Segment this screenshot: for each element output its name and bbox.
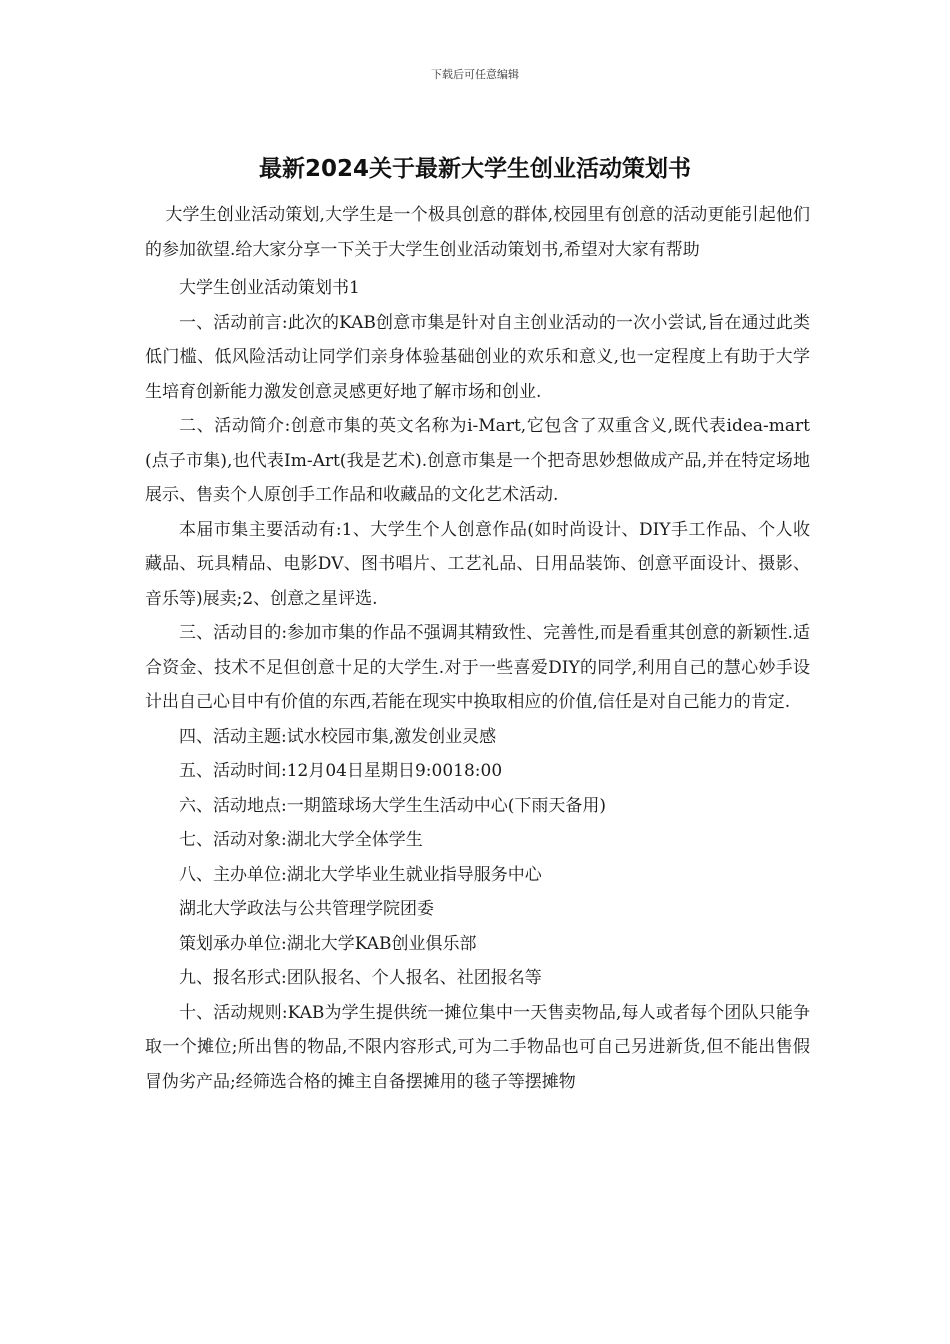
paragraph-audience: 七、活动对象:湖北大学全体学生 (179, 830, 423, 850)
document-title: 最新2024关于最新大学生创业活动策划书 (258, 156, 691, 182)
paragraph-co-organizer: 湖北大学政法与公共管理学院团委 (179, 899, 434, 919)
paragraph-rules: 十、活动规则:KAB为学生提供统一摊位集中一天售卖物品,每人或者每个团队只能争取一个摊位;所出售的物品,不限内容形式,可为二手物品也可自己另进新货,但不能出售假冒伪劣产品;经筛选合格的摊主自备摆摊用的毯子等摆摊物 (145, 1002, 810, 1092)
paragraph-purpose: 三、活动目的:参加市集的作品不强调其精致性、完善性,而是看重其创意的新颖性.适合资金、技术不足但创意十足的大学生.对于一些喜爱DIY的同学,利用自己的慧心妙手设计出自己心目中有价值的东西,若能在现实中换取相应的价值,信任是对自己能力的肯定. (145, 623, 810, 712)
document-body (145, 198, 810, 1099)
paragraph-introduction: 二、活动简介:创意市集的英文名称为i-Mart,它包含了双重含义,既代表idea-mart(点子市集),也代表Im-Art(我是艺术).创意市集是一个把奇思妙想做成产品,并在特定场地展示、售卖个人原创手工作品和收藏品的文化艺术活动. (145, 416, 810, 505)
intro-paragraph: 大学生创业活动策划,大学生是一个极具创意的群体,校园里有创意的活动更能引起他们的参加欲望.给大家分享一下关于大学生创业活动策划书,希望对大家有帮助 (145, 205, 810, 260)
paragraph-time: 五、活动时间:12月04日星期日9:0018:00 (179, 761, 503, 781)
paragraph-main-activities: 本届市集主要活动有:1、大学生个人创意作品(如时尚设计、DIY手工作品、个人收藏品、玩具精品、电影DV、图书唱片、工艺礼品、日用品装饰、创意平面设计、摄影、音乐等)展卖;2、创意之星评选. (145, 519, 810, 609)
header-note: 下载后可任意编辑 (431, 68, 519, 81)
paragraph-theme: 四、活动主题:试水校园市集,激发创业灵感 (179, 726, 497, 747)
paragraph-host: 策划承办单位:湖北大学KAB创业俱乐部 (179, 933, 477, 954)
paragraph-organizer: 八、主办单位:湖北大学毕业生就业指导服务中心 (179, 864, 542, 885)
paragraph-registration: 九、报名形式:团队报名、个人报名、社团报名等 (179, 968, 542, 988)
paragraph-location: 六、活动地点:一期篮球场大学生生活动中心(下雨天备用) (179, 795, 606, 816)
section-heading: 大学生创业活动策划书1 (179, 278, 360, 298)
paragraph-preface: 一、活动前言:此次的KAB创意市集是针对自主创业活动的一次小尝试,旨在通过此类低门槛、低风险活动让同学们亲身体验基础创业的欢乐和意义,也一定程度上有助于大学生培育创新能力激发创意灵感更好地了解市场和创业. (145, 312, 810, 402)
